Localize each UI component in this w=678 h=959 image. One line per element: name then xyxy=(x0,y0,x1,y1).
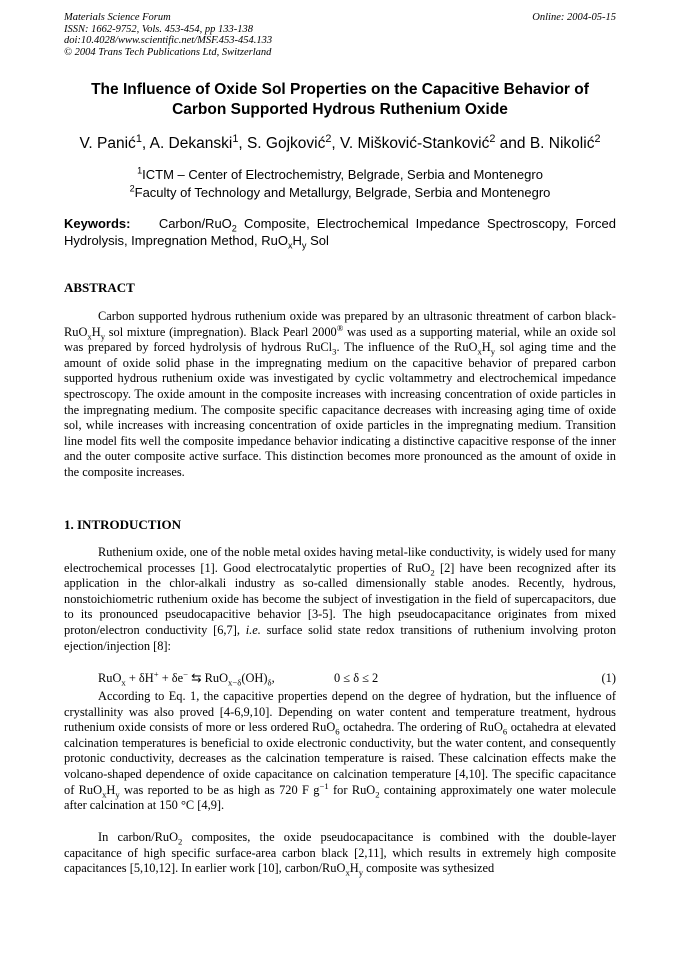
equation-number: (1) xyxy=(601,671,616,685)
author-name: B. Nikolić xyxy=(529,135,595,152)
author-name: A. Dekanski xyxy=(149,135,233,152)
author-affiliation-mark: 1 xyxy=(232,132,239,145)
author-affiliation-mark: 2 xyxy=(489,132,496,145)
author-separator: , xyxy=(238,135,247,152)
affiliation-1: $^1$ICTM – Center of Electrochemistry, Belgrade, Serbia and Montenegro xyxy=(137,165,543,182)
author-name: V. Mišković-Stanković xyxy=(340,135,490,152)
introduction-heading: 1. INTRODUCTION xyxy=(64,517,182,532)
paper-title xyxy=(64,80,616,120)
publication-header xyxy=(64,12,616,58)
author-affiliation-mark: 2 xyxy=(594,132,601,145)
abstract-heading: ABSTRACT xyxy=(64,280,135,295)
keywords: Keywords: Carbon/RuO$_2$ Composite, Electrochemical Impedance Spectroscopy, Forced Hydrolysis, Impregnation Method, $RuO_xH_y$ Sol xyxy=(64,216,616,251)
affiliations xyxy=(64,166,616,202)
abstract-paragraph: Carbon supported hydrous ruthenium oxide was prepared by an ultrasonic threatment of carbon black-$RuO_xH_y$ sol mixture (impregnation). Black Pearl 2000® was used as a supporting material, while an oxide sol was prepared by forced hydrolysis of hydrous RuCl$_3$. The influence of the $RuO_xH_y$ sol aging time and the amount of oxide solid phase in the impregnating medium on the capacitive behavior of prepared carbon supported hydrous ruthenium oxide was investigated by cyclic voltammetry and electrochemical impedance spectroscopy. The oxide amount in the composite increases with increasing concentration of oxide particles in the impregnating medium. The composite specific capacitance decreases with increasing aging time of oxide sol, while increases with increasing concentration of oxide particles in the impregnating medium. Transition line model fits well the composite impedance behavior indicating a distinctive capacitive response of the inner and the outer composite active surface. This distinction becomes more pronounced as the amount of oxide in the composite increases. xyxy=(64,309,617,479)
author-separator: , xyxy=(141,135,150,152)
equation-formula: RuO$_x$ + δH+ + δe− ⇆ $RuO_{x-\delta}(OH)_\delta$, xyxy=(98,668,275,688)
intro-paragraph-3: In carbon/RuO$_2$ composites, the oxide pseudocapacitance is combined with the double-layer capacitance of high specific surface-area carbon black [2,11], which results in extremely high composite capacitances [5,10,12]. In earlier work [10], carbon/$RuO_xH_y$ composite was sythesized xyxy=(64,830,616,878)
author-name: V. Panić xyxy=(79,135,136,152)
intro-paragraph-2: According to Eq. 1, the capacitive properties depend on the degree of hydration, but the influence of crystallinity was also proved [4-6,9,10]. Depending on water content and temperature treatment, hydrous ruthenium oxide consists of more or less ordered RuO$_6$ octahedra. The ordering of RuO$_6$ octahedra at elevated calcination temperatures is beneficial to oxide electronic conductivity, but the water content, and consequently protonic conductivity, decreases as the calcination temperature is raised. These calcination effects make the volcano-shaped dependence of oxide capacitance on calcination temperature [4,10]. The specific capacitance of $RuO_xH_y$ was reported to be as high as 720 F $g^{-1}$ for RuO$_2$ containing approximately one water molecule after calcination at 150 °C [4,9]. xyxy=(64,689,617,813)
equation-condition: 0 ≤ δ ≤ 2 xyxy=(334,671,379,685)
issn-line: ISSN: 1662-9752, Vols. 453-454, pp 133-138 xyxy=(64,23,253,35)
title-line-1: The Influence of Oxide Sol Properties on the Capacitive Behavior of xyxy=(91,81,589,98)
author-separator: and xyxy=(495,135,530,152)
author-separator: , xyxy=(331,135,341,152)
intro-paragraph-1: Ruthenium oxide, one of the noble metal oxides having metal-like conductivity, is widely used for many electrochemical processes [1]. Good electrocatalytic properties of RuO$_2$ [2] have been recognized after its application in the chlor-alkali industry as so-called dimensionally stable anodes. Recently, hydrous, nonstoichiometric ruthenium oxide has become the subject of investigation in the field of supercapacitors, due to its pronounced pseudocapacitive behavior [3-5]. The high pseudocapacitance originates from mixed proton/electron conductivity [6,7], i.e. surface solid state redox transitions of ruthenium involving proton ejection/injection [8]: xyxy=(64,545,617,653)
title-line-2: Carbon Supported Hydrous Ruthenium Oxide xyxy=(172,101,508,118)
author-name: S. Gojković xyxy=(246,135,326,152)
online-date: Online: 2004-05-15 xyxy=(532,12,616,23)
copyright-line: © 2004 Trans Tech Publications Ltd, Switzerland xyxy=(64,46,272,58)
affiliation-2: $^2$Faculty of Technology and Metallurgy, Belgrade, Serbia and Montenegro xyxy=(129,183,551,200)
author-affiliation-mark: 2 xyxy=(325,132,332,145)
author-list xyxy=(40,134,640,154)
journal-name: Materials Science Forum xyxy=(64,12,171,23)
keywords-label: Keywords: xyxy=(64,216,131,231)
doi-line[interactable]: doi:10.4028/www.scientific.net/MSF.453-454.133 xyxy=(64,35,273,46)
author-affiliation-mark: 1 xyxy=(135,132,142,145)
